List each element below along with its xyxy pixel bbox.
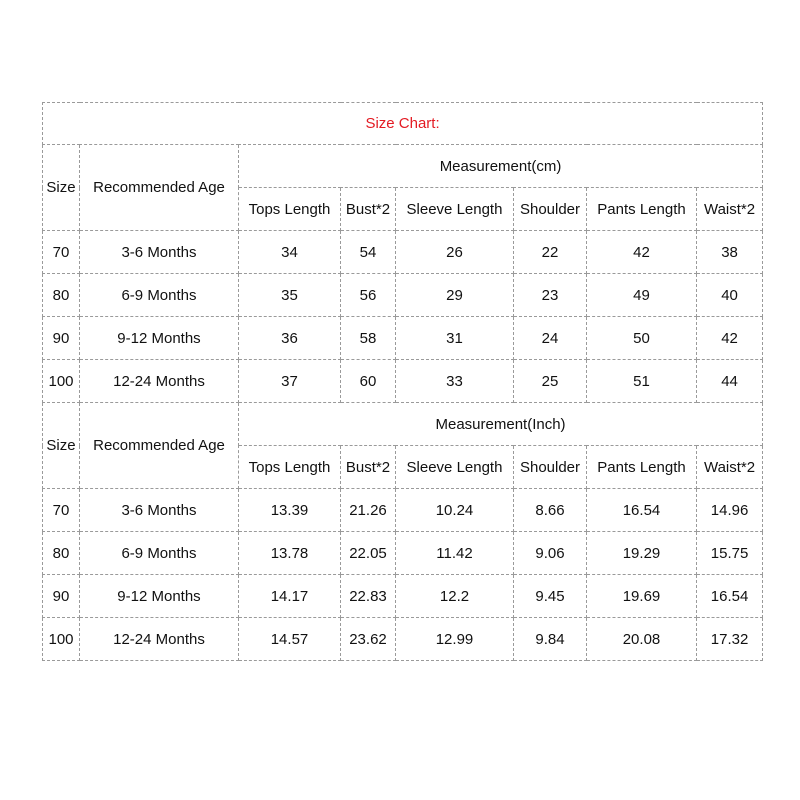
measurement-cell: 35 [239, 274, 341, 317]
measurement-cell: 26 [396, 231, 514, 274]
table-row [43, 489, 763, 532]
size-cell: 80 [43, 532, 80, 575]
age-cell: 3-6 Months [80, 489, 239, 532]
measurement-cell: 56 [341, 274, 396, 317]
measurement-cell: 16.54 [697, 575, 763, 618]
measurement-cell: 21.26 [341, 489, 396, 532]
measurement-cell: 17.32 [697, 618, 763, 661]
table-row [43, 532, 763, 575]
column-header: Sleeve Length [396, 446, 514, 489]
measurement-cell: 16.54 [587, 489, 697, 532]
measurement-cell: 24 [514, 317, 587, 360]
measurement-cell: 15.75 [697, 532, 763, 575]
table-row [43, 274, 763, 317]
measurement-cell: 34 [239, 231, 341, 274]
measurement-cell: 12.2 [396, 575, 514, 618]
measurement-cell: 36 [239, 317, 341, 360]
measurement-cell: 9.45 [514, 575, 587, 618]
measurement-cell: 37 [239, 360, 341, 403]
measurement-cell: 38 [697, 231, 763, 274]
size-header: Size [43, 403, 80, 489]
measurement-cell: 49 [587, 274, 697, 317]
measurement-cell: 14.17 [239, 575, 341, 618]
measurement-unit-header: Measurement(cm) [239, 145, 763, 188]
title-row [43, 103, 763, 145]
measurement-cell: 12.99 [396, 618, 514, 661]
measurement-cell: 50 [587, 317, 697, 360]
size-cell: 100 [43, 360, 80, 403]
measurement-cell: 42 [697, 317, 763, 360]
measurement-cell: 8.66 [514, 489, 587, 532]
measurement-cell: 23 [514, 274, 587, 317]
measurement-cell: 58 [341, 317, 396, 360]
column-header: Pants Length [587, 446, 697, 489]
age-cell: 6-9 Months [80, 274, 239, 317]
size-cell: 80 [43, 274, 80, 317]
measurement-cell: 20.08 [587, 618, 697, 661]
size-cell: 70 [43, 231, 80, 274]
size-chart-table [42, 102, 763, 661]
column-header: Waist*2 [697, 188, 763, 231]
table-row [43, 575, 763, 618]
size-cell: 90 [43, 317, 80, 360]
column-header: Bust*2 [341, 446, 396, 489]
measurement-cell: 19.69 [587, 575, 697, 618]
measurement-cell: 22.83 [341, 575, 396, 618]
measurement-cell: 44 [697, 360, 763, 403]
table-row [43, 231, 763, 274]
measurement-cell: 14.57 [239, 618, 341, 661]
measurement-cell: 13.39 [239, 489, 341, 532]
measurement-cell: 11.42 [396, 532, 514, 575]
measurement-cell: 19.29 [587, 532, 697, 575]
column-header: Tops Length [239, 446, 341, 489]
measurement-cell: 10.24 [396, 489, 514, 532]
column-header: Sleeve Length [396, 188, 514, 231]
section-header-row [43, 403, 763, 446]
measurement-cell: 42 [587, 231, 697, 274]
column-header: Bust*2 [341, 188, 396, 231]
column-header: Waist*2 [697, 446, 763, 489]
measurement-cell: 31 [396, 317, 514, 360]
measurement-cell: 33 [396, 360, 514, 403]
measurement-cell: 51 [587, 360, 697, 403]
recommended-age-header: Recommended Age [80, 403, 239, 489]
table-row [43, 360, 763, 403]
table-row [43, 317, 763, 360]
age-cell: 9-12 Months [80, 575, 239, 618]
age-cell: 12-24 Months [80, 618, 239, 661]
column-header: Shoulder [514, 188, 587, 231]
measurement-cell: 9.84 [514, 618, 587, 661]
size-cell: 70 [43, 489, 80, 532]
table-row [43, 618, 763, 661]
measurement-cell: 23.62 [341, 618, 396, 661]
measurement-cell: 54 [341, 231, 396, 274]
column-header: Tops Length [239, 188, 341, 231]
age-cell: 6-9 Months [80, 532, 239, 575]
measurement-cell: 13.78 [239, 532, 341, 575]
measurement-cell: 22 [514, 231, 587, 274]
size-cell: 100 [43, 618, 80, 661]
size-header: Size [43, 145, 80, 231]
measurement-cell: 22.05 [341, 532, 396, 575]
measurement-cell: 14.96 [697, 489, 763, 532]
recommended-age-header: Recommended Age [80, 145, 239, 231]
measurement-cell: 60 [341, 360, 396, 403]
measurement-cell: 29 [396, 274, 514, 317]
size-cell: 90 [43, 575, 80, 618]
column-header: Pants Length [587, 188, 697, 231]
chart-title: Size Chart: [43, 103, 763, 145]
measurement-unit-header: Measurement(Inch) [239, 403, 763, 446]
measurement-cell: 9.06 [514, 532, 587, 575]
measurement-cell: 25 [514, 360, 587, 403]
age-cell: 9-12 Months [80, 317, 239, 360]
column-header: Shoulder [514, 446, 587, 489]
measurement-cell: 40 [697, 274, 763, 317]
age-cell: 12-24 Months [80, 360, 239, 403]
age-cell: 3-6 Months [80, 231, 239, 274]
section-header-row [43, 145, 763, 188]
